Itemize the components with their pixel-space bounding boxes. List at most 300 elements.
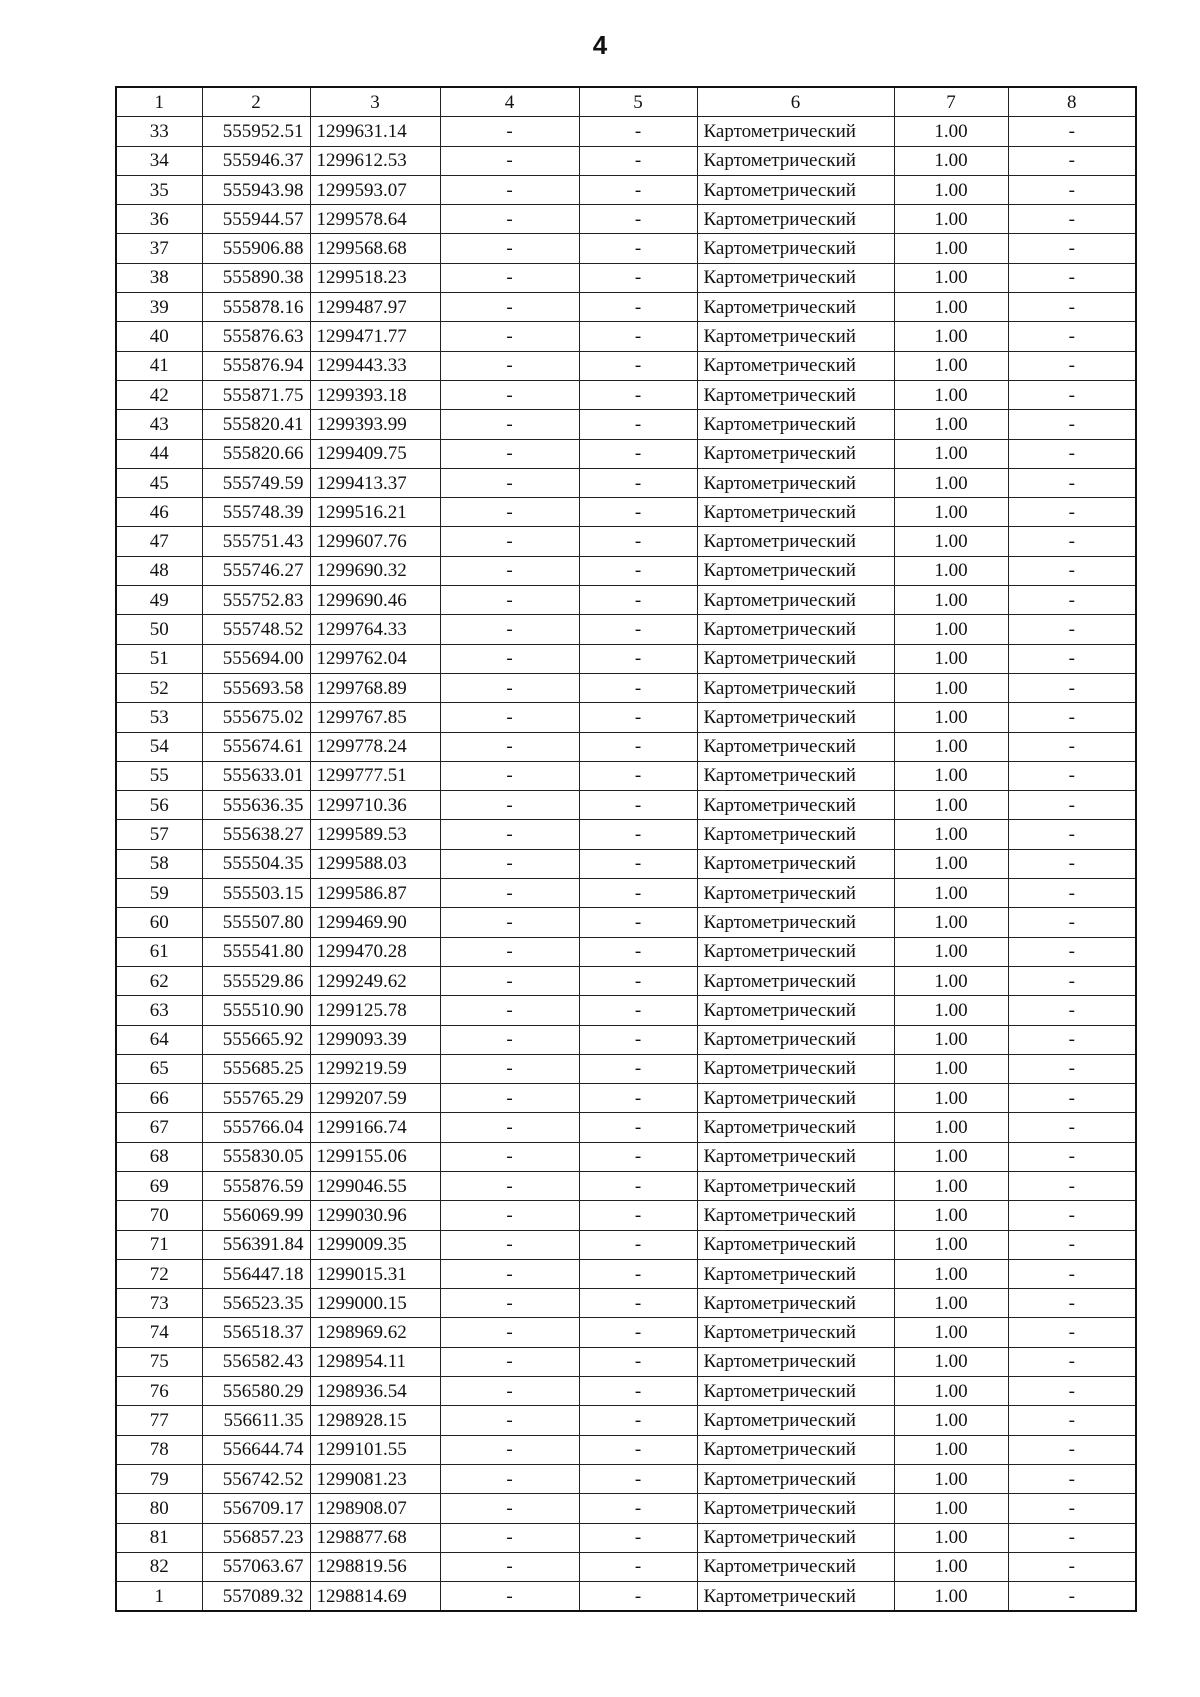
column-5-cell: -: [579, 996, 697, 1025]
column-header: 5: [579, 87, 697, 117]
accuracy-cell: 1.00: [894, 468, 1008, 497]
column-4-cell: -: [440, 1054, 579, 1083]
column-8-cell: -: [1008, 380, 1136, 409]
method-cell: Картометрический: [697, 527, 894, 556]
point-number-cell: 60: [116, 908, 202, 937]
y-coordinate-cell: 1299249.62: [310, 966, 440, 995]
point-number-cell: 76: [116, 1377, 202, 1406]
column-4-cell: -: [440, 1025, 579, 1054]
method-cell: Картометрический: [697, 937, 894, 966]
point-number-cell: 69: [116, 1171, 202, 1200]
method-cell: Картометрический: [697, 820, 894, 849]
method-cell: Картометрический: [697, 322, 894, 351]
method-cell: Картометрический: [697, 351, 894, 380]
y-coordinate-cell: 1298936.54: [310, 1377, 440, 1406]
method-cell: Картометрический: [697, 1142, 894, 1171]
column-4-cell: -: [440, 234, 579, 263]
column-8-cell: -: [1008, 966, 1136, 995]
accuracy-cell: 1.00: [894, 966, 1008, 995]
column-5-cell: -: [579, 322, 697, 351]
point-number-cell: 33: [116, 117, 202, 146]
column-5-cell: -: [579, 1201, 697, 1230]
method-cell: Картометрический: [697, 1201, 894, 1230]
column-4-cell: -: [440, 293, 579, 322]
accuracy-cell: 1.00: [894, 1494, 1008, 1523]
column-5-cell: -: [579, 791, 697, 820]
y-coordinate-cell: 1299081.23: [310, 1464, 440, 1493]
method-cell: Картометрический: [697, 615, 894, 644]
x-coordinate-cell: 555638.27: [202, 820, 310, 849]
column-8-cell: -: [1008, 498, 1136, 527]
method-cell: Картометрический: [697, 908, 894, 937]
y-coordinate-cell: 1299578.64: [310, 205, 440, 234]
point-number-cell: 34: [116, 146, 202, 175]
x-coordinate-cell: 556644.74: [202, 1435, 310, 1464]
method-cell: Картометрический: [697, 556, 894, 585]
method-cell: Картометрический: [697, 175, 894, 204]
point-number-cell: 57: [116, 820, 202, 849]
table-row: [116, 1113, 1136, 1142]
column-5-cell: -: [579, 1142, 697, 1171]
column-8-cell: -: [1008, 293, 1136, 322]
point-number-cell: 46: [116, 498, 202, 527]
table-row: [116, 1523, 1136, 1552]
point-number-cell: 71: [116, 1230, 202, 1259]
column-5-cell: -: [579, 146, 697, 175]
x-coordinate-cell: 555830.05: [202, 1142, 310, 1171]
column-8-cell: -: [1008, 849, 1136, 878]
method-cell: Картометрический: [697, 293, 894, 322]
x-coordinate-cell: 556518.37: [202, 1318, 310, 1347]
y-coordinate-cell: 1299155.06: [310, 1142, 440, 1171]
x-coordinate-cell: 555943.98: [202, 175, 310, 204]
accuracy-cell: 1.00: [894, 1464, 1008, 1493]
accuracy-cell: 1.00: [894, 527, 1008, 556]
x-coordinate-cell: 556857.23: [202, 1523, 310, 1552]
accuracy-cell: 1.00: [894, 410, 1008, 439]
y-coordinate-cell: 1299030.96: [310, 1201, 440, 1230]
y-coordinate-cell: 1299768.89: [310, 673, 440, 702]
x-coordinate-cell: 555507.80: [202, 908, 310, 937]
y-coordinate-cell: 1299471.77: [310, 322, 440, 351]
table-row: [116, 1289, 1136, 1318]
y-coordinate-cell: 1299046.55: [310, 1171, 440, 1200]
column-4-cell: -: [440, 1084, 579, 1113]
method-cell: Картометрический: [697, 1523, 894, 1552]
table-row: [116, 820, 1136, 849]
table-row: [116, 1582, 1136, 1612]
point-number-cell: 35: [116, 175, 202, 204]
x-coordinate-cell: 555541.80: [202, 937, 310, 966]
point-number-cell: 75: [116, 1347, 202, 1376]
x-coordinate-cell: 555946.37: [202, 146, 310, 175]
column-8-cell: -: [1008, 1435, 1136, 1464]
y-coordinate-cell: 1299015.31: [310, 1259, 440, 1288]
column-8-cell: -: [1008, 1523, 1136, 1552]
column-8-cell: -: [1008, 1289, 1136, 1318]
y-coordinate-cell: 1299778.24: [310, 732, 440, 761]
point-number-cell: 36: [116, 205, 202, 234]
x-coordinate-cell: 555749.59: [202, 468, 310, 497]
point-number-cell: 49: [116, 586, 202, 615]
column-4-cell: -: [440, 527, 579, 556]
method-cell: Картометрический: [697, 205, 894, 234]
column-5-cell: -: [579, 380, 697, 409]
point-number-cell: 65: [116, 1054, 202, 1083]
column-4-cell: -: [440, 410, 579, 439]
accuracy-cell: 1.00: [894, 761, 1008, 790]
accuracy-cell: 1.00: [894, 1054, 1008, 1083]
table-row: [116, 146, 1136, 175]
method-cell: Картометрический: [697, 1025, 894, 1054]
point-number-cell: 47: [116, 527, 202, 556]
x-coordinate-cell: 555952.51: [202, 117, 310, 146]
column-8-cell: -: [1008, 615, 1136, 644]
y-coordinate-cell: 1299207.59: [310, 1084, 440, 1113]
point-number-cell: 73: [116, 1289, 202, 1318]
column-8-cell: -: [1008, 1201, 1136, 1230]
x-coordinate-cell: 555876.63: [202, 322, 310, 351]
column-8-cell: -: [1008, 703, 1136, 732]
column-4-cell: -: [440, 1259, 579, 1288]
column-5-cell: -: [579, 820, 697, 849]
column-header: 7: [894, 87, 1008, 117]
y-coordinate-cell: 1299093.39: [310, 1025, 440, 1054]
accuracy-cell: 1.00: [894, 1289, 1008, 1318]
column-4-cell: -: [440, 1582, 579, 1612]
x-coordinate-cell: 555633.01: [202, 761, 310, 790]
accuracy-cell: 1.00: [894, 1347, 1008, 1376]
column-4-cell: -: [440, 996, 579, 1025]
y-coordinate-cell: 1299764.33: [310, 615, 440, 644]
column-8-cell: -: [1008, 996, 1136, 1025]
column-4-cell: -: [440, 1201, 579, 1230]
page-number: 4: [592, 30, 608, 60]
table-row: [116, 966, 1136, 995]
column-8-cell: -: [1008, 322, 1136, 351]
point-number-cell: 40: [116, 322, 202, 351]
column-8-cell: -: [1008, 1142, 1136, 1171]
column-8-cell: -: [1008, 205, 1136, 234]
table-row: [116, 175, 1136, 204]
column-5-cell: -: [579, 205, 697, 234]
column-5-cell: -: [579, 1054, 697, 1083]
column-5-cell: -: [579, 586, 697, 615]
coordinates-table: [115, 86, 1137, 1612]
column-4-cell: -: [440, 1347, 579, 1376]
column-8-cell: -: [1008, 1054, 1136, 1083]
table-row: [116, 996, 1136, 1025]
accuracy-cell: 1.00: [894, 205, 1008, 234]
accuracy-cell: 1.00: [894, 439, 1008, 468]
column-8-cell: -: [1008, 644, 1136, 673]
column-8-cell: -: [1008, 1347, 1136, 1376]
accuracy-cell: 1.00: [894, 1259, 1008, 1288]
x-coordinate-cell: 556611.35: [202, 1406, 310, 1435]
y-coordinate-cell: 1299690.32: [310, 556, 440, 585]
column-4-cell: -: [440, 468, 579, 497]
point-number-cell: 70: [116, 1201, 202, 1230]
table-row: [116, 205, 1136, 234]
column-8-cell: -: [1008, 1464, 1136, 1493]
point-number-cell: 54: [116, 732, 202, 761]
column-5-cell: -: [579, 439, 697, 468]
table-row: [116, 1259, 1136, 1288]
column-8-cell: -: [1008, 1113, 1136, 1142]
column-5-cell: -: [579, 1289, 697, 1318]
column-4-cell: -: [440, 175, 579, 204]
table-row: [116, 791, 1136, 820]
column-8-cell: -: [1008, 410, 1136, 439]
y-coordinate-cell: 1299125.78: [310, 996, 440, 1025]
table-row: [116, 1054, 1136, 1083]
column-4-cell: -: [440, 791, 579, 820]
accuracy-cell: 1.00: [894, 937, 1008, 966]
point-number-cell: 66: [116, 1084, 202, 1113]
y-coordinate-cell: 1298814.69: [310, 1582, 440, 1612]
x-coordinate-cell: 555503.15: [202, 879, 310, 908]
table-row: [116, 1318, 1136, 1347]
point-number-cell: 63: [116, 996, 202, 1025]
x-coordinate-cell: 555674.61: [202, 732, 310, 761]
column-8-cell: -: [1008, 1377, 1136, 1406]
column-header: 4: [440, 87, 579, 117]
accuracy-cell: 1.00: [894, 703, 1008, 732]
x-coordinate-cell: 556582.43: [202, 1347, 310, 1376]
y-coordinate-cell: 1299393.99: [310, 410, 440, 439]
y-coordinate-cell: 1298954.11: [310, 1347, 440, 1376]
accuracy-cell: 1.00: [894, 1201, 1008, 1230]
accuracy-cell: 1.00: [894, 556, 1008, 585]
accuracy-cell: 1.00: [894, 498, 1008, 527]
column-5-cell: -: [579, 263, 697, 292]
table-row: [116, 556, 1136, 585]
point-number-cell: 51: [116, 644, 202, 673]
y-coordinate-cell: 1299470.28: [310, 937, 440, 966]
column-5-cell: -: [579, 1347, 697, 1376]
accuracy-cell: 1.00: [894, 673, 1008, 702]
column-5-cell: -: [579, 1113, 697, 1142]
point-number-cell: 39: [116, 293, 202, 322]
point-number-cell: 56: [116, 791, 202, 820]
x-coordinate-cell: 556447.18: [202, 1259, 310, 1288]
method-cell: Картометрический: [697, 703, 894, 732]
y-coordinate-cell: 1299000.15: [310, 1289, 440, 1318]
column-8-cell: -: [1008, 556, 1136, 585]
method-cell: Картометрический: [697, 879, 894, 908]
x-coordinate-cell: 555871.75: [202, 380, 310, 409]
column-8-cell: -: [1008, 1494, 1136, 1523]
accuracy-cell: 1.00: [894, 234, 1008, 263]
x-coordinate-cell: 555693.58: [202, 673, 310, 702]
column-8-cell: -: [1008, 1318, 1136, 1347]
accuracy-cell: 1.00: [894, 117, 1008, 146]
column-4-cell: -: [440, 439, 579, 468]
y-coordinate-cell: 1299009.35: [310, 1230, 440, 1259]
table-row: [116, 1171, 1136, 1200]
point-number-cell: 67: [116, 1113, 202, 1142]
point-number-cell: 48: [116, 556, 202, 585]
column-5-cell: -: [579, 1406, 697, 1435]
accuracy-cell: 1.00: [894, 1552, 1008, 1581]
x-coordinate-cell: 555765.29: [202, 1084, 310, 1113]
column-8-cell: -: [1008, 1552, 1136, 1581]
column-8-cell: -: [1008, 732, 1136, 761]
method-cell: Картометрический: [697, 732, 894, 761]
column-8-cell: -: [1008, 263, 1136, 292]
x-coordinate-cell: 556709.17: [202, 1494, 310, 1523]
column-4-cell: -: [440, 263, 579, 292]
point-number-cell: 41: [116, 351, 202, 380]
method-cell: Картометрический: [697, 1289, 894, 1318]
column-8-cell: -: [1008, 908, 1136, 937]
y-coordinate-cell: 1298969.62: [310, 1318, 440, 1347]
column-5-cell: -: [579, 293, 697, 322]
point-number-cell: 74: [116, 1318, 202, 1347]
table-row: [116, 1347, 1136, 1376]
x-coordinate-cell: 555752.83: [202, 586, 310, 615]
column-4-cell: -: [440, 146, 579, 175]
column-4-cell: -: [440, 205, 579, 234]
column-8-cell: -: [1008, 175, 1136, 204]
column-5-cell: -: [579, 849, 697, 878]
x-coordinate-cell: 555675.02: [202, 703, 310, 732]
table-row: [116, 1406, 1136, 1435]
accuracy-cell: 1.00: [894, 644, 1008, 673]
x-coordinate-cell: 556523.35: [202, 1289, 310, 1318]
column-4-cell: -: [440, 1523, 579, 1552]
method-cell: Картометрический: [697, 849, 894, 878]
column-5-cell: -: [579, 761, 697, 790]
accuracy-cell: 1.00: [894, 1230, 1008, 1259]
table-row: [116, 527, 1136, 556]
y-coordinate-cell: 1299568.68: [310, 234, 440, 263]
column-8-cell: -: [1008, 1025, 1136, 1054]
method-cell: Картометрический: [697, 1377, 894, 1406]
column-5-cell: -: [579, 1494, 697, 1523]
column-8-cell: -: [1008, 586, 1136, 615]
point-number-cell: 55: [116, 761, 202, 790]
accuracy-cell: 1.00: [894, 586, 1008, 615]
column-4-cell: -: [440, 556, 579, 585]
column-4-cell: -: [440, 1230, 579, 1259]
y-coordinate-cell: 1299631.14: [310, 117, 440, 146]
point-number-cell: 59: [116, 879, 202, 908]
accuracy-cell: 1.00: [894, 380, 1008, 409]
accuracy-cell: 1.00: [894, 615, 1008, 644]
table-row: [116, 410, 1136, 439]
column-8-cell: -: [1008, 937, 1136, 966]
column-8-cell: -: [1008, 1230, 1136, 1259]
column-4-cell: -: [440, 586, 579, 615]
y-coordinate-cell: 1298928.15: [310, 1406, 440, 1435]
accuracy-cell: 1.00: [894, 1377, 1008, 1406]
column-5-cell: -: [579, 732, 697, 761]
y-coordinate-cell: 1299101.55: [310, 1435, 440, 1464]
table-row: [116, 879, 1136, 908]
y-coordinate-cell: 1299469.90: [310, 908, 440, 937]
accuracy-cell: 1.00: [894, 1025, 1008, 1054]
x-coordinate-cell: 555504.35: [202, 849, 310, 878]
column-5-cell: -: [579, 1318, 697, 1347]
column-header: 6: [697, 87, 894, 117]
column-5-cell: -: [579, 1582, 697, 1612]
accuracy-cell: 1.00: [894, 175, 1008, 204]
table-row: [116, 498, 1136, 527]
table-row: [116, 615, 1136, 644]
column-4-cell: -: [440, 1377, 579, 1406]
y-coordinate-cell: 1299767.85: [310, 703, 440, 732]
x-coordinate-cell: 555944.57: [202, 205, 310, 234]
column-5-cell: -: [579, 1259, 697, 1288]
x-coordinate-cell: 555694.00: [202, 644, 310, 673]
y-coordinate-cell: 1299586.87: [310, 879, 440, 908]
column-4-cell: -: [440, 820, 579, 849]
method-cell: Картометрический: [697, 117, 894, 146]
accuracy-cell: 1.00: [894, 1113, 1008, 1142]
table-row: [116, 1494, 1136, 1523]
point-number-cell: 64: [116, 1025, 202, 1054]
method-cell: Картометрический: [697, 586, 894, 615]
column-8-cell: -: [1008, 791, 1136, 820]
table-row: [116, 351, 1136, 380]
column-4-cell: -: [440, 1552, 579, 1581]
table-row: [116, 1377, 1136, 1406]
table-row: [116, 849, 1136, 878]
table-row: [116, 1142, 1136, 1171]
x-coordinate-cell: 557089.32: [202, 1582, 310, 1612]
column-5-cell: -: [579, 1171, 697, 1200]
y-coordinate-cell: 1298819.56: [310, 1552, 440, 1581]
column-4-cell: -: [440, 1113, 579, 1142]
column-header: 1: [116, 87, 202, 117]
table-row: [116, 937, 1136, 966]
y-coordinate-cell: 1299518.23: [310, 263, 440, 292]
method-cell: Картометрический: [697, 791, 894, 820]
x-coordinate-cell: 555878.16: [202, 293, 310, 322]
x-coordinate-cell: 555529.86: [202, 966, 310, 995]
y-coordinate-cell: 1299589.53: [310, 820, 440, 849]
column-4-cell: -: [440, 380, 579, 409]
table-row: [116, 673, 1136, 702]
point-number-cell: 68: [116, 1142, 202, 1171]
method-cell: Картометрический: [697, 644, 894, 673]
column-5-cell: -: [579, 527, 697, 556]
accuracy-cell: 1.00: [894, 849, 1008, 878]
column-5-cell: -: [579, 908, 697, 937]
method-cell: Картометрический: [697, 1582, 894, 1612]
y-coordinate-cell: 1299166.74: [310, 1113, 440, 1142]
column-8-cell: -: [1008, 439, 1136, 468]
point-number-cell: 58: [116, 849, 202, 878]
point-number-cell: 72: [116, 1259, 202, 1288]
x-coordinate-cell: 555746.27: [202, 556, 310, 585]
column-5-cell: -: [579, 498, 697, 527]
x-coordinate-cell: 555685.25: [202, 1054, 310, 1083]
method-cell: Картометрический: [697, 498, 894, 527]
column-5-cell: -: [579, 615, 697, 644]
accuracy-cell: 1.00: [894, 1171, 1008, 1200]
accuracy-cell: 1.00: [894, 1435, 1008, 1464]
x-coordinate-cell: 556742.52: [202, 1464, 310, 1493]
table-row: [116, 703, 1136, 732]
y-coordinate-cell: 1299516.21: [310, 498, 440, 527]
column-5-cell: -: [579, 468, 697, 497]
method-cell: Картометрический: [697, 761, 894, 790]
y-coordinate-cell: 1299762.04: [310, 644, 440, 673]
x-coordinate-cell: 555748.52: [202, 615, 310, 644]
column-4-cell: -: [440, 1435, 579, 1464]
